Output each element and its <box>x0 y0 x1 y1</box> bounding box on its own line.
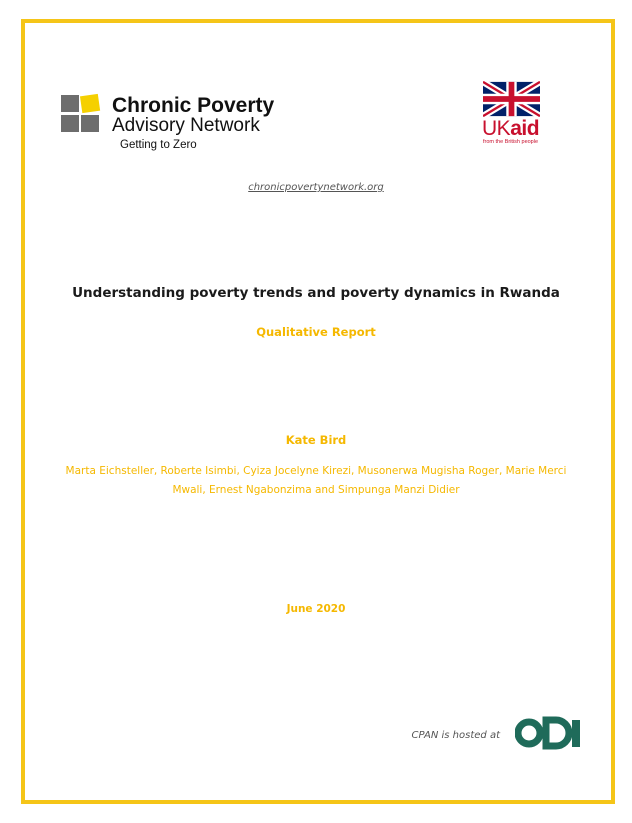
cpan-logo-squares-icon <box>61 90 105 134</box>
logo-line1: Chronic Poverty <box>112 94 275 117</box>
logo-line2: Advisory Network <box>112 115 260 136</box>
co-authors: Marta Eichsteller, Roberte Isimbi, Cyiza Jocelyne Kirezi, Musonerwa Mugisha Roger, Marie Merci Mwali, Ernest Ngabonzima and Simpunga Manzi Didier <box>65 465 567 496</box>
logo-tagline: Getting to Zero <box>120 139 197 151</box>
lead-author: Kate Bird <box>285 433 347 447</box>
ukaid-logo-text <box>482 117 539 141</box>
ukaid-aid: aid <box>510 117 540 140</box>
uk-flag-icon <box>483 81 540 117</box>
hosted-text: CPAN is hosted at <box>411 730 500 741</box>
ukaid-subtitle: from the British people <box>483 139 539 145</box>
ukaid-uk: UK <box>482 117 511 140</box>
website-link[interactable]: chronicpovertynetwork.org <box>248 182 384 193</box>
odi-logo-icon <box>515 714 589 752</box>
report-title: Understanding poverty trends and poverty dynamics in Rwanda <box>72 285 560 301</box>
publication-date: June 2020 <box>286 603 346 615</box>
report-subtitle: Qualitative Report <box>256 325 376 339</box>
